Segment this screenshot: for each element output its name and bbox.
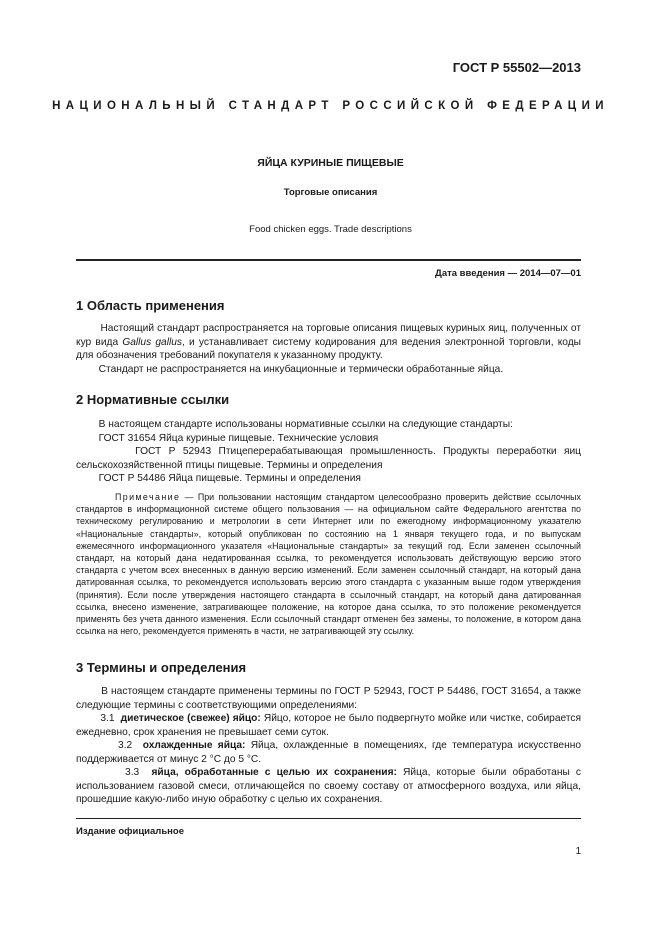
term-3-1-definition: Яйцо, которое не было подвергнуто мойке или чистке, собирается ежедневно, срок хранения не превышает семи суток. — [76, 713, 581, 738]
official-edition-label: Издание официальное — [76, 826, 184, 837]
section-3-intro — [76, 685, 581, 712]
section-2-intro-text: В настоящем стандарте использованы нормативные ссылки на следующие стандарты: — [98, 419, 513, 430]
document-title: ЯЙЦА КУРИНЫЕ ПИЩЕВЫЕ — [257, 157, 404, 169]
section-3-heading: 3 Термины и определения — [76, 660, 247, 675]
section-1-text-b: , и устанавливает систему кодирования для ведения электронной торговли, коды для обозначения требований покупателя к указанному продукту. — [76, 336, 581, 361]
term-3-1-number: 3.1 — [100, 713, 115, 724]
section-2-intro — [76, 418, 581, 432]
reference-3 — [76, 472, 581, 486]
term-3-3-term: яйца, обработанные с целью их сохранения: — [151, 767, 397, 778]
term-3-1-term: диетическое (свежее) яйцо: — [120, 713, 261, 724]
english-title: Food chicken eggs. Trade descriptions — [249, 224, 412, 235]
note-label: Примечание — [114, 492, 181, 502]
gost-code: ГОСТ Р 55502—2013 — [452, 60, 581, 75]
note-text: — При пользовании настоящим стандартом целесообразно проверить действие ссылочных стандартов в информационной системе общего пользования — на официальном сайте Федерального агентства по техническому регулированию и метрологии в сети Интернет или по ежегодному информационному указателю «Национальные стандарты», который опубликован по состоянию на 1 января текущего года, и по выпускам ежемесячного информационного указателя «Национальные стандарты» за текущий год. Если заменен ссылочный стандарт, на который дана недатированная ссылка, то рекомендуется использовать действующую версию этого стандарта с учетом всех внесенных в данную версию изменений. Если заменен ссылочный стандарт, на который дана датированная ссылка, то рекомендуется использовать версию этого стандарта с указанным выше годом утверждения (принятия). Если после утверждения настоящего стандарта в ссылочный стандарт, на который дана датированная ссылка, внесено изменение, затрагивающее положение, на которое дана ссылка, то это положение рекомендуется применять без учета данного изменения. Если ссылочный стандарт отменен без замены, то положение, в котором дана ссылка на него, рекомендуется применять в части, не затрагивающей эту ссылку. — [76, 492, 581, 637]
term-3-2 — [76, 739, 581, 766]
section-2-heading: 2 Нормативные ссылки — [76, 392, 230, 407]
section-3-intro-text: В настоящем стандарте применены термины по ГОСТ Р 52943, ГОСТ Р 54486, ГОСТ 31654, а также следующие термины с соответствующими определениями: — [76, 686, 581, 711]
section-1-paragraph-2 — [76, 363, 581, 377]
introduction-date: Дата введения — 2014—07—01 — [435, 268, 581, 279]
document-subtitle: Торговые описания — [283, 187, 378, 198]
term-3-3-number: 3.3 — [125, 767, 140, 778]
term-3-2-definition: Яйца, охлажденные в помещениях, где температура искусственно поддерживается от минус 2 °С до 5 °С. — [76, 740, 581, 765]
section-1-text-c: Стандарт не распространяется на инкубационные и термически обработанные яйца. — [98, 364, 504, 375]
reference-1 — [76, 432, 581, 446]
term-3-2-term: охлажденные яйца: — [142, 740, 246, 751]
section-1-paragraph-1 — [76, 322, 581, 363]
section-2-note — [76, 491, 581, 637]
national-standard-banner: НАЦИОНАЛЬНЫЙ СТАНДАРТ РОССИЙСКОЙ ФЕДЕРАЦИИ — [52, 100, 609, 112]
term-3-3 — [76, 766, 581, 807]
term-3-2-number: 3.2 — [118, 740, 133, 751]
term-3-1 — [76, 712, 581, 739]
species-name: Gallus gallus — [122, 336, 182, 348]
section-1-text-a: Настоящий стандарт распространяется на торговые описания пищевых куриных яиц, полученных от кур вида — [76, 323, 581, 348]
title-divider — [76, 259, 581, 261]
reference-2 — [76, 445, 581, 472]
section-1-heading: 1 Область применения — [76, 298, 225, 313]
reference-3-text: ГОСТ Р 54486 Яйца пищевые. Термины и определения — [98, 473, 361, 484]
reference-1-text: ГОСТ 31654 Яйца куриные пищевые. Технические условия — [98, 433, 379, 444]
reference-2-text: ГОСТ Р 52943 Птицеперерабатывающая промышленность. Продукты переработки яиц сельскохозяйственной птицы пищевые. Термины и определения — [76, 446, 581, 471]
term-3-3-definition: Яйца, которые были обработаны с использованием газовой смеси, отличающейся по своему составу от атмосферного воздуха, или яйца, прошедшие какую-либо иную обработку с целью их сохранения. — [76, 767, 581, 805]
footer-divider — [76, 818, 581, 819]
page-number: 1 — [575, 846, 581, 857]
